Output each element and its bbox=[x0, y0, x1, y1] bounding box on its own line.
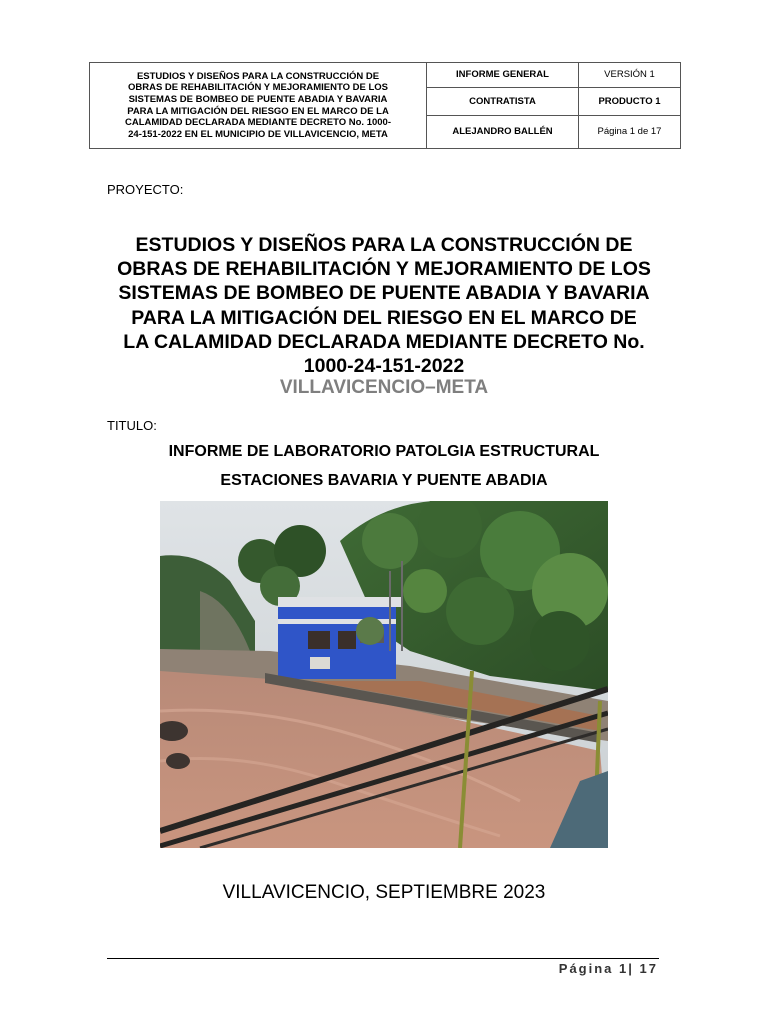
pumping-station-photo bbox=[160, 501, 608, 848]
header-doc-type: INFORME GENERAL bbox=[427, 63, 579, 88]
project-title-line: PARA LA MITIGACIÓN DEL RIESGO EN EL MARCO DE bbox=[131, 306, 637, 329]
header-project-line: SISTEMAS DE BOMBEO DE PUENTE ABADIA Y BAVARIA bbox=[128, 93, 388, 105]
report-title-line2: ESTACIONES BAVARIA Y PUENTE ABADIA bbox=[220, 472, 548, 489]
header-project-name bbox=[90, 63, 427, 149]
header-project-line: CALAMIDAD DECLARADA MEDIANTE DECRETO No. 1000- bbox=[124, 117, 391, 129]
project-title-line: LA CALAMIDAD DECLARADA MEDIANTE DECRETO No. bbox=[123, 330, 645, 353]
project-city: VILLAVICENCIO–META bbox=[279, 377, 489, 398]
footer-page-word: Página bbox=[558, 961, 614, 976]
report-title-line1: INFORME DE LABORATORIO PATOLGIA ESTRUCTURAL bbox=[168, 443, 600, 460]
footer-page-current: 1 bbox=[619, 961, 629, 976]
project-title-line: SISTEMAS DE BOMBEO DE PUENTE ABADIA Y BAVARIA bbox=[118, 282, 650, 305]
title-label: TITULO: bbox=[107, 418, 157, 433]
city-date: VILLAVICENCIO, SEPTIEMBRE 2023 bbox=[222, 882, 546, 903]
header-contractor-label: CONTRATISTA bbox=[427, 88, 579, 116]
header-contractor-name: ALEJANDRO BALLÉN bbox=[427, 116, 579, 149]
header-table bbox=[89, 62, 681, 149]
header-version: VERSIÓN 1 bbox=[579, 63, 681, 88]
project-title-line: OBRAS DE REHABILITACIÓN Y MEJORAMIENTO DE LOS bbox=[117, 258, 651, 281]
project-title bbox=[90, 233, 678, 378]
project-label: PROYECTO: bbox=[107, 182, 184, 197]
header-page: Página 1 de 17 bbox=[579, 116, 681, 149]
header-project-line: 24-151-2022 EN EL MUNICIPIO DE VILLAVICENCIO, META bbox=[128, 128, 388, 140]
project-title-line: 1000-24-151-2022 bbox=[303, 355, 465, 378]
footer-page-number bbox=[559, 961, 658, 976]
footer-page-separator: | bbox=[628, 961, 634, 976]
footer-divider bbox=[107, 958, 659, 959]
project-title-line: ESTUDIOS Y DISEÑOS PARA LA CONSTRUCCIÓN DE bbox=[135, 234, 633, 256]
footer-page-total: 17 bbox=[639, 961, 658, 976]
header-project-line: ESTUDIOS Y DISEÑOS PARA LA CONSTRUCCIÓN DE bbox=[136, 70, 380, 82]
header-product: PRODUCTO 1 bbox=[579, 88, 681, 116]
header-project-line: PARA LA MITIGACIÓN DEL RIESGO EN EL MARCO DE LA bbox=[127, 105, 389, 117]
header-project-line: OBRAS DE REHABILITACIÓN Y MEJORAMIENTO DE LOS bbox=[127, 82, 389, 94]
